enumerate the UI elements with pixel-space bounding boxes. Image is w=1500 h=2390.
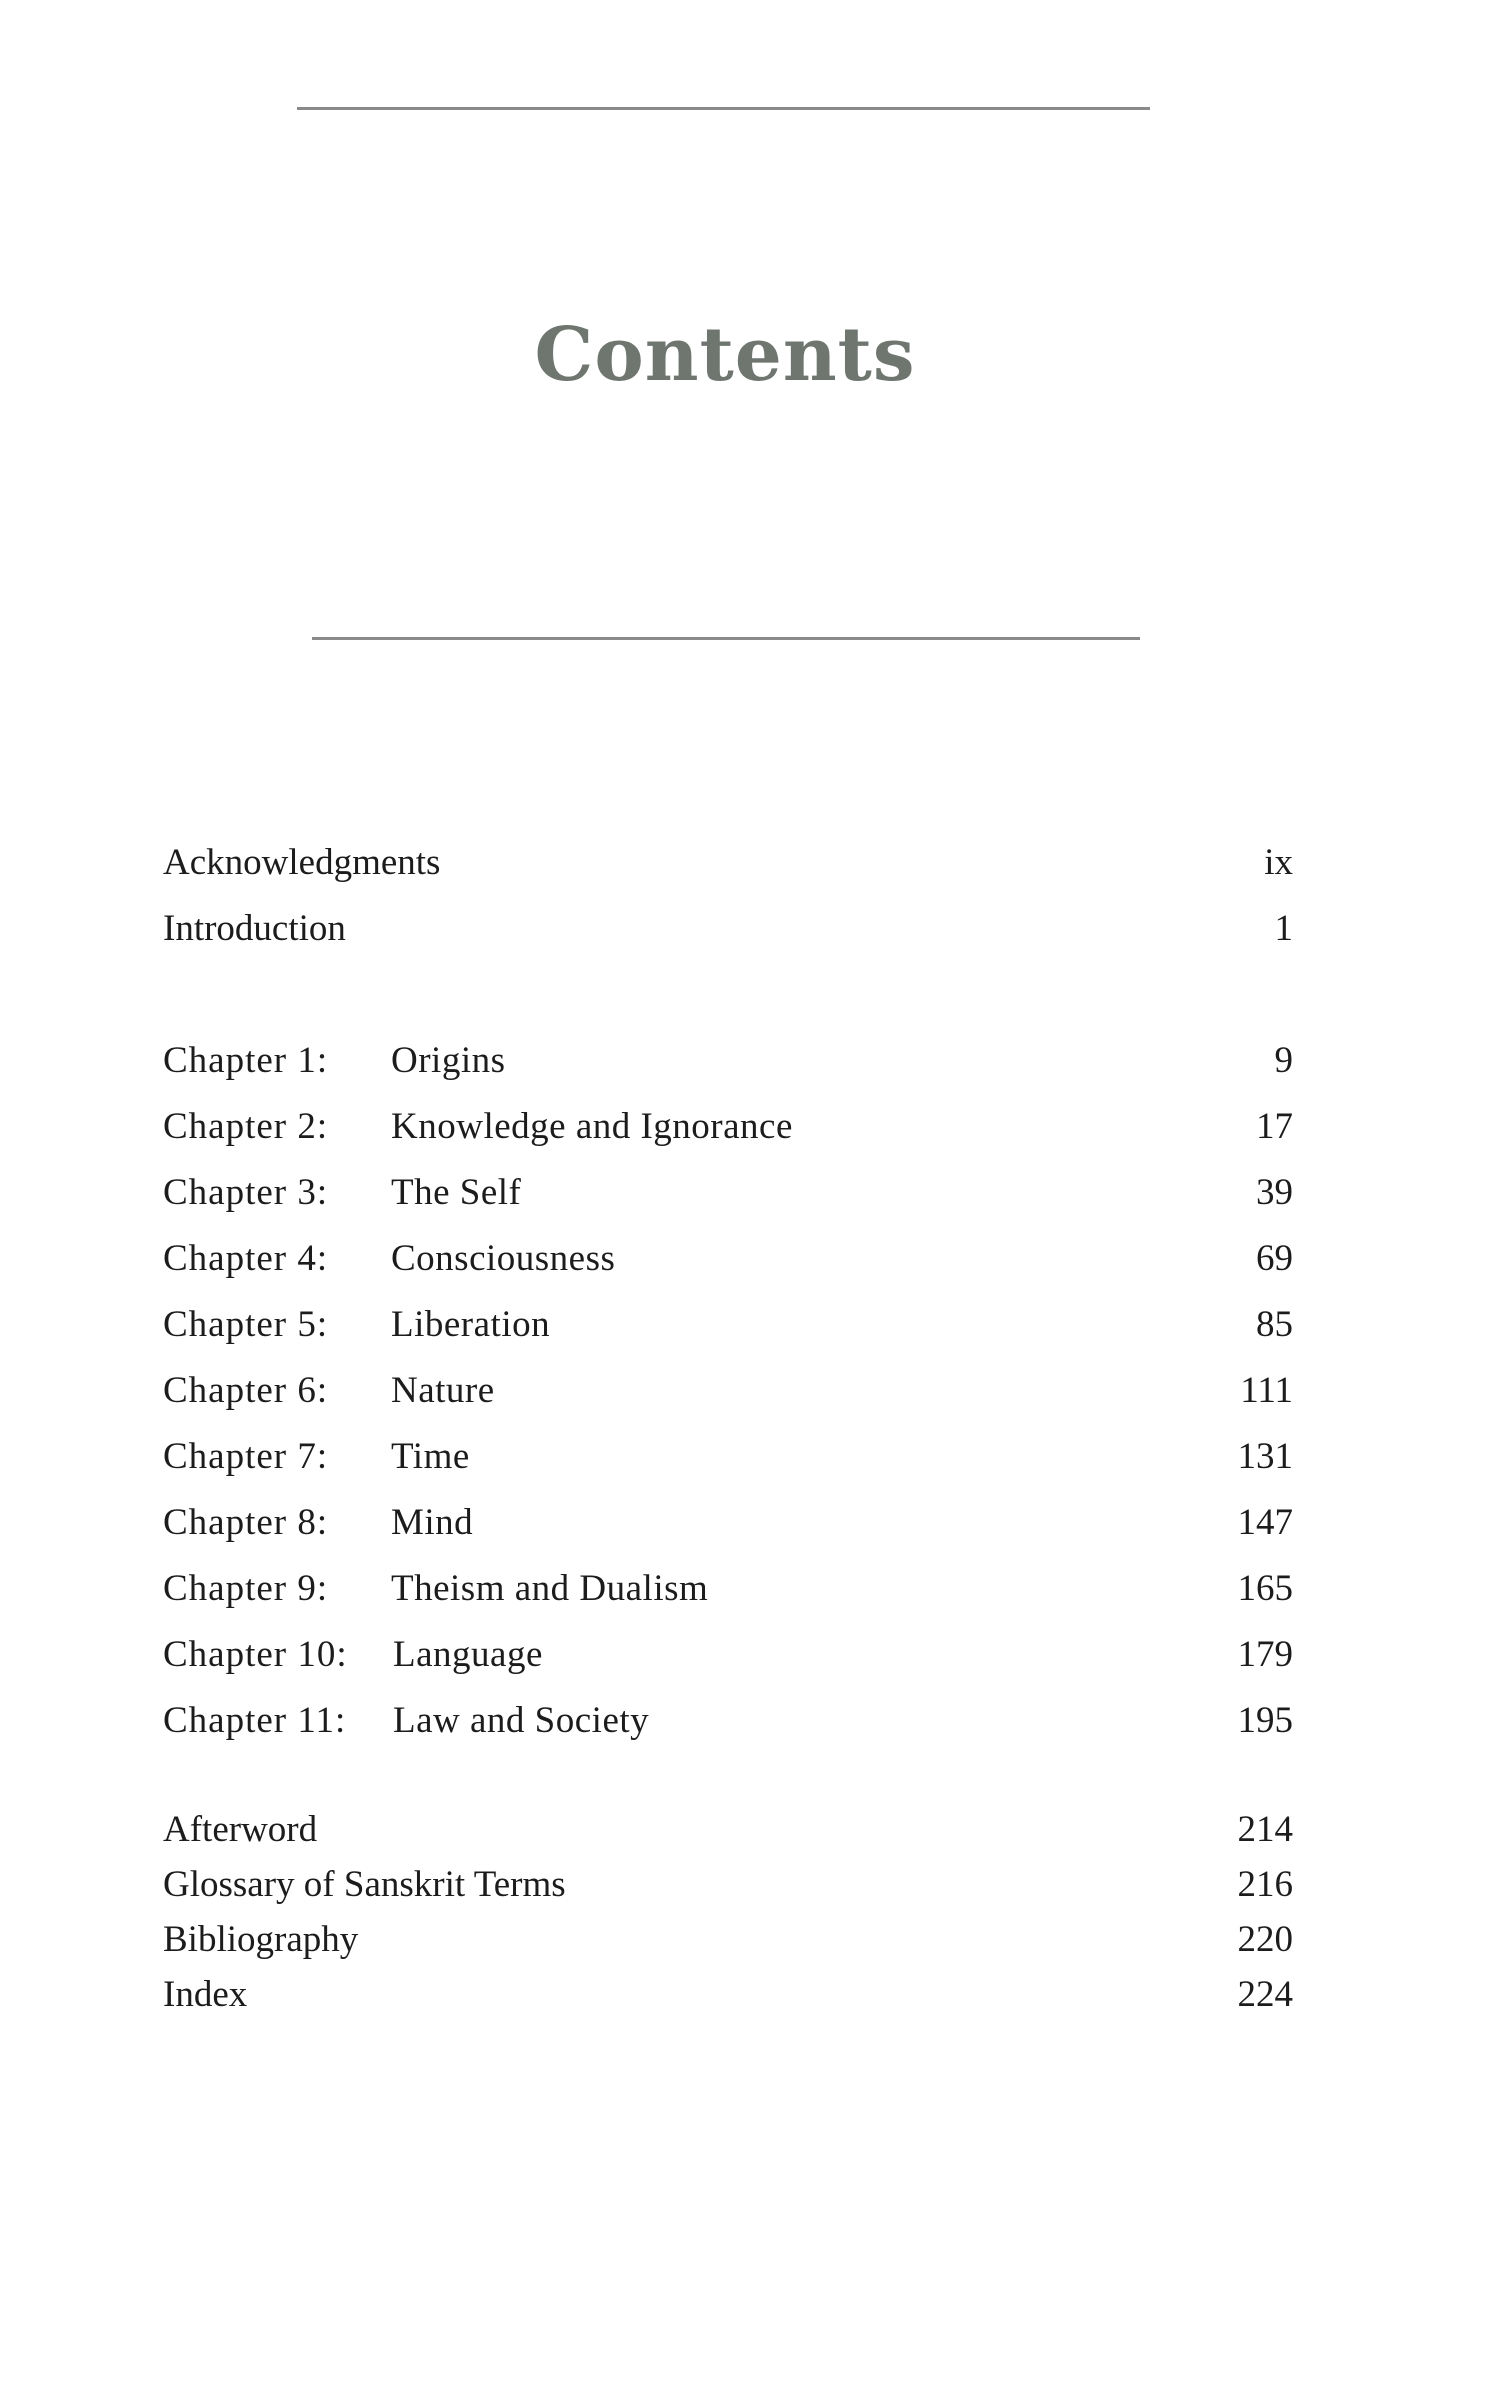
toc-entry-index[interactable] [163, 1965, 1293, 2025]
toc-entry-bibliography[interactable] [163, 1910, 1293, 1970]
toc-page-number: 195 [1237, 1700, 1293, 1741]
toc-entry-chapter-7[interactable] [163, 1427, 1293, 1487]
toc-entry-chapter-11[interactable] [163, 1691, 1293, 1751]
toc-entry-label: Glossary of Sanskrit Terms [163, 1864, 566, 1905]
toc-entry-chapter-1[interactable] [163, 1031, 1293, 1091]
toc-page-number: 111 [1240, 1370, 1293, 1411]
chapter-title: Knowledge and Ignorance [391, 1106, 793, 1147]
chapter-title: Theism and Dualism [391, 1568, 709, 1609]
toc-page-number: 214 [1237, 1809, 1293, 1850]
chapter-number: Chapter 5: [163, 1304, 329, 1345]
chapter-title: The Self [391, 1172, 522, 1213]
toc-entry-chapter-6[interactable] [163, 1361, 1293, 1421]
toc-entry-chapter-2[interactable] [163, 1097, 1293, 1157]
chapter-number: Chapter 1: [163, 1040, 329, 1081]
chapter-number: Chapter 4: [163, 1238, 329, 1279]
chapter-title: Language [393, 1634, 543, 1675]
chapter-number: Chapter 9: [163, 1568, 329, 1609]
toc-entry-introduction[interactable] [163, 899, 1293, 959]
chapter-title: Mind [391, 1502, 474, 1543]
chapter-title: Law and Society [393, 1700, 650, 1741]
toc-page-number: 165 [1237, 1568, 1293, 1609]
toc-entry-label: Introduction [163, 908, 346, 949]
toc-page-number: 17 [1256, 1106, 1293, 1147]
chapter-number: Chapter 11: [163, 1700, 347, 1741]
toc-entry-label: Index [163, 1974, 248, 2015]
toc-entry-label: Afterword [163, 1809, 318, 1850]
chapter-title: Origins [391, 1040, 506, 1081]
chapter-number: Chapter 3: [163, 1172, 329, 1213]
top-rule [297, 107, 1150, 110]
chapter-title: Liberation [391, 1304, 551, 1345]
toc-page-number: 1 [1274, 908, 1293, 949]
toc-page-number: 179 [1237, 1634, 1293, 1675]
toc-page-number: 216 [1237, 1864, 1293, 1905]
chapter-number: Chapter 7: [163, 1436, 329, 1477]
page-title: Contents [534, 312, 916, 398]
toc-entry-label: Acknowledgments [163, 842, 441, 883]
toc-page-number: 85 [1256, 1304, 1293, 1345]
chapter-number: Chapter 6: [163, 1370, 329, 1411]
toc-page-number: 9 [1274, 1040, 1293, 1081]
toc-page-number: 220 [1237, 1919, 1293, 1960]
chapter-title: Nature [391, 1370, 495, 1411]
chapter-title: Consciousness [391, 1238, 616, 1279]
toc-entry-chapter-3[interactable] [163, 1163, 1293, 1223]
toc-entry-label: Bibliography [163, 1919, 359, 1960]
toc-page-number: 147 [1237, 1502, 1293, 1543]
toc-entry-chapter-5[interactable] [163, 1295, 1293, 1355]
toc-page-number: ix [1264, 842, 1293, 883]
chapter-title: Time [391, 1436, 470, 1477]
toc-page-number: 224 [1237, 1974, 1293, 2015]
toc-page-number: 69 [1256, 1238, 1293, 1279]
toc-entry-chapter-10[interactable] [163, 1625, 1293, 1685]
toc-entry-acknowledgments[interactable] [163, 833, 1293, 893]
chapter-number: Chapter 8: [163, 1502, 329, 1543]
chapter-number: Chapter 10: [163, 1634, 348, 1675]
chapter-number: Chapter 2: [163, 1106, 329, 1147]
toc-entry-glossary[interactable] [163, 1855, 1293, 1915]
toc-page-number: 39 [1256, 1172, 1293, 1213]
toc-entry-chapter-9[interactable] [163, 1559, 1293, 1619]
title-bottom-rule [312, 637, 1140, 640]
toc-entry-chapter-8[interactable] [163, 1493, 1293, 1553]
toc-entry-chapter-4[interactable] [163, 1229, 1293, 1289]
toc-entry-afterword[interactable] [163, 1800, 1293, 1860]
toc-page-number: 131 [1237, 1436, 1293, 1477]
